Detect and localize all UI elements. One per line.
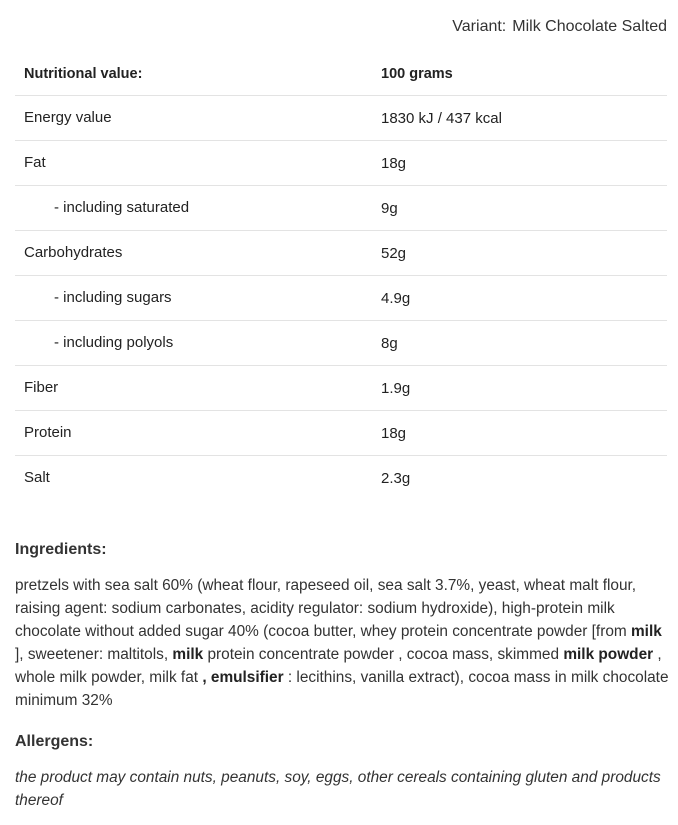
nutrient-value: 2.3g [381,470,411,488]
allergen-highlight: milk powder [563,646,654,663]
allergen-highlight: milk [172,646,204,663]
nutrient-value: 18g [372,410,667,455]
ingredients-text [15,574,670,712]
table-row [15,455,667,500]
variant-info [452,18,667,36]
nutrient-value: 52g [372,230,667,275]
ingredients-part: ], sweetener: maltitols, [15,646,173,663]
nutrient-name: Fiber [15,365,372,410]
nutrition-table [15,54,667,500]
nutrient-value: 1830 kJ / 437 kcal [372,95,667,140]
nutrient-name: - including sugars [15,275,372,320]
ingredients-part: protein concentrate powder , cocoa mass, skimmed [203,646,564,663]
nutrient-value: 8g [372,320,667,365]
nutrient-name: Fat [15,140,372,185]
table-row [15,140,667,185]
ingredients-part: : lecithins, vanilla extract), cocoa mass in milk chocolate minimum 32% [15,669,669,709]
nutrient-value: 18g [372,140,667,185]
nutrient-value: 9g [372,185,667,230]
nutrition-header-row [15,54,667,95]
nutrient-name: Energy value [15,95,372,140]
nutrient-name: Carbohydrates [15,230,372,275]
nutrient-name: - including polyols [15,320,372,365]
table-row [15,275,667,320]
table-row [15,95,667,140]
table-row [15,365,667,410]
variant-value: Milk Chocolate Salted [512,18,667,35]
variant-label: Variant: [452,18,507,35]
nutrient-name: Protein [15,410,372,455]
nutrient-value: 1.9g [372,365,667,410]
table-row [15,185,667,230]
nutrient-name: Salt [24,469,50,487]
allergens-text: the product may contain nuts, peanuts, soy, eggs, other cereals containing gluten and products thereof [15,769,661,809]
ingredients-part: pretzels with sea salt 60% (wheat flour, rapeseed oil, sea salt 3.7%, yeast, wheat malt flour, raising agent: sodium carbonates, acidity regulator: sodium hydroxide), high-protein milk chocolate without added sugar 40% (cocoa butter, whey protein concentrate powder [from [15,577,637,640]
nutrient-value: 4.9g [372,275,667,320]
allergen-highlight: milk [631,623,662,640]
table-row [15,230,667,275]
table-row [15,410,667,455]
ingredients-title: Ingredients: [15,541,107,558]
table-row [15,320,667,365]
allergens-title: Allergens: [15,733,94,750]
nutrition-header-name: Nutritional value: [15,54,372,95]
emulsifier-highlight: , emulsifier [202,669,284,686]
nutrition-header-value: 100 grams [372,54,667,95]
nutrient-name: - including saturated [15,185,372,230]
ingredients-part: , whole milk powder, milk fat [15,646,662,686]
